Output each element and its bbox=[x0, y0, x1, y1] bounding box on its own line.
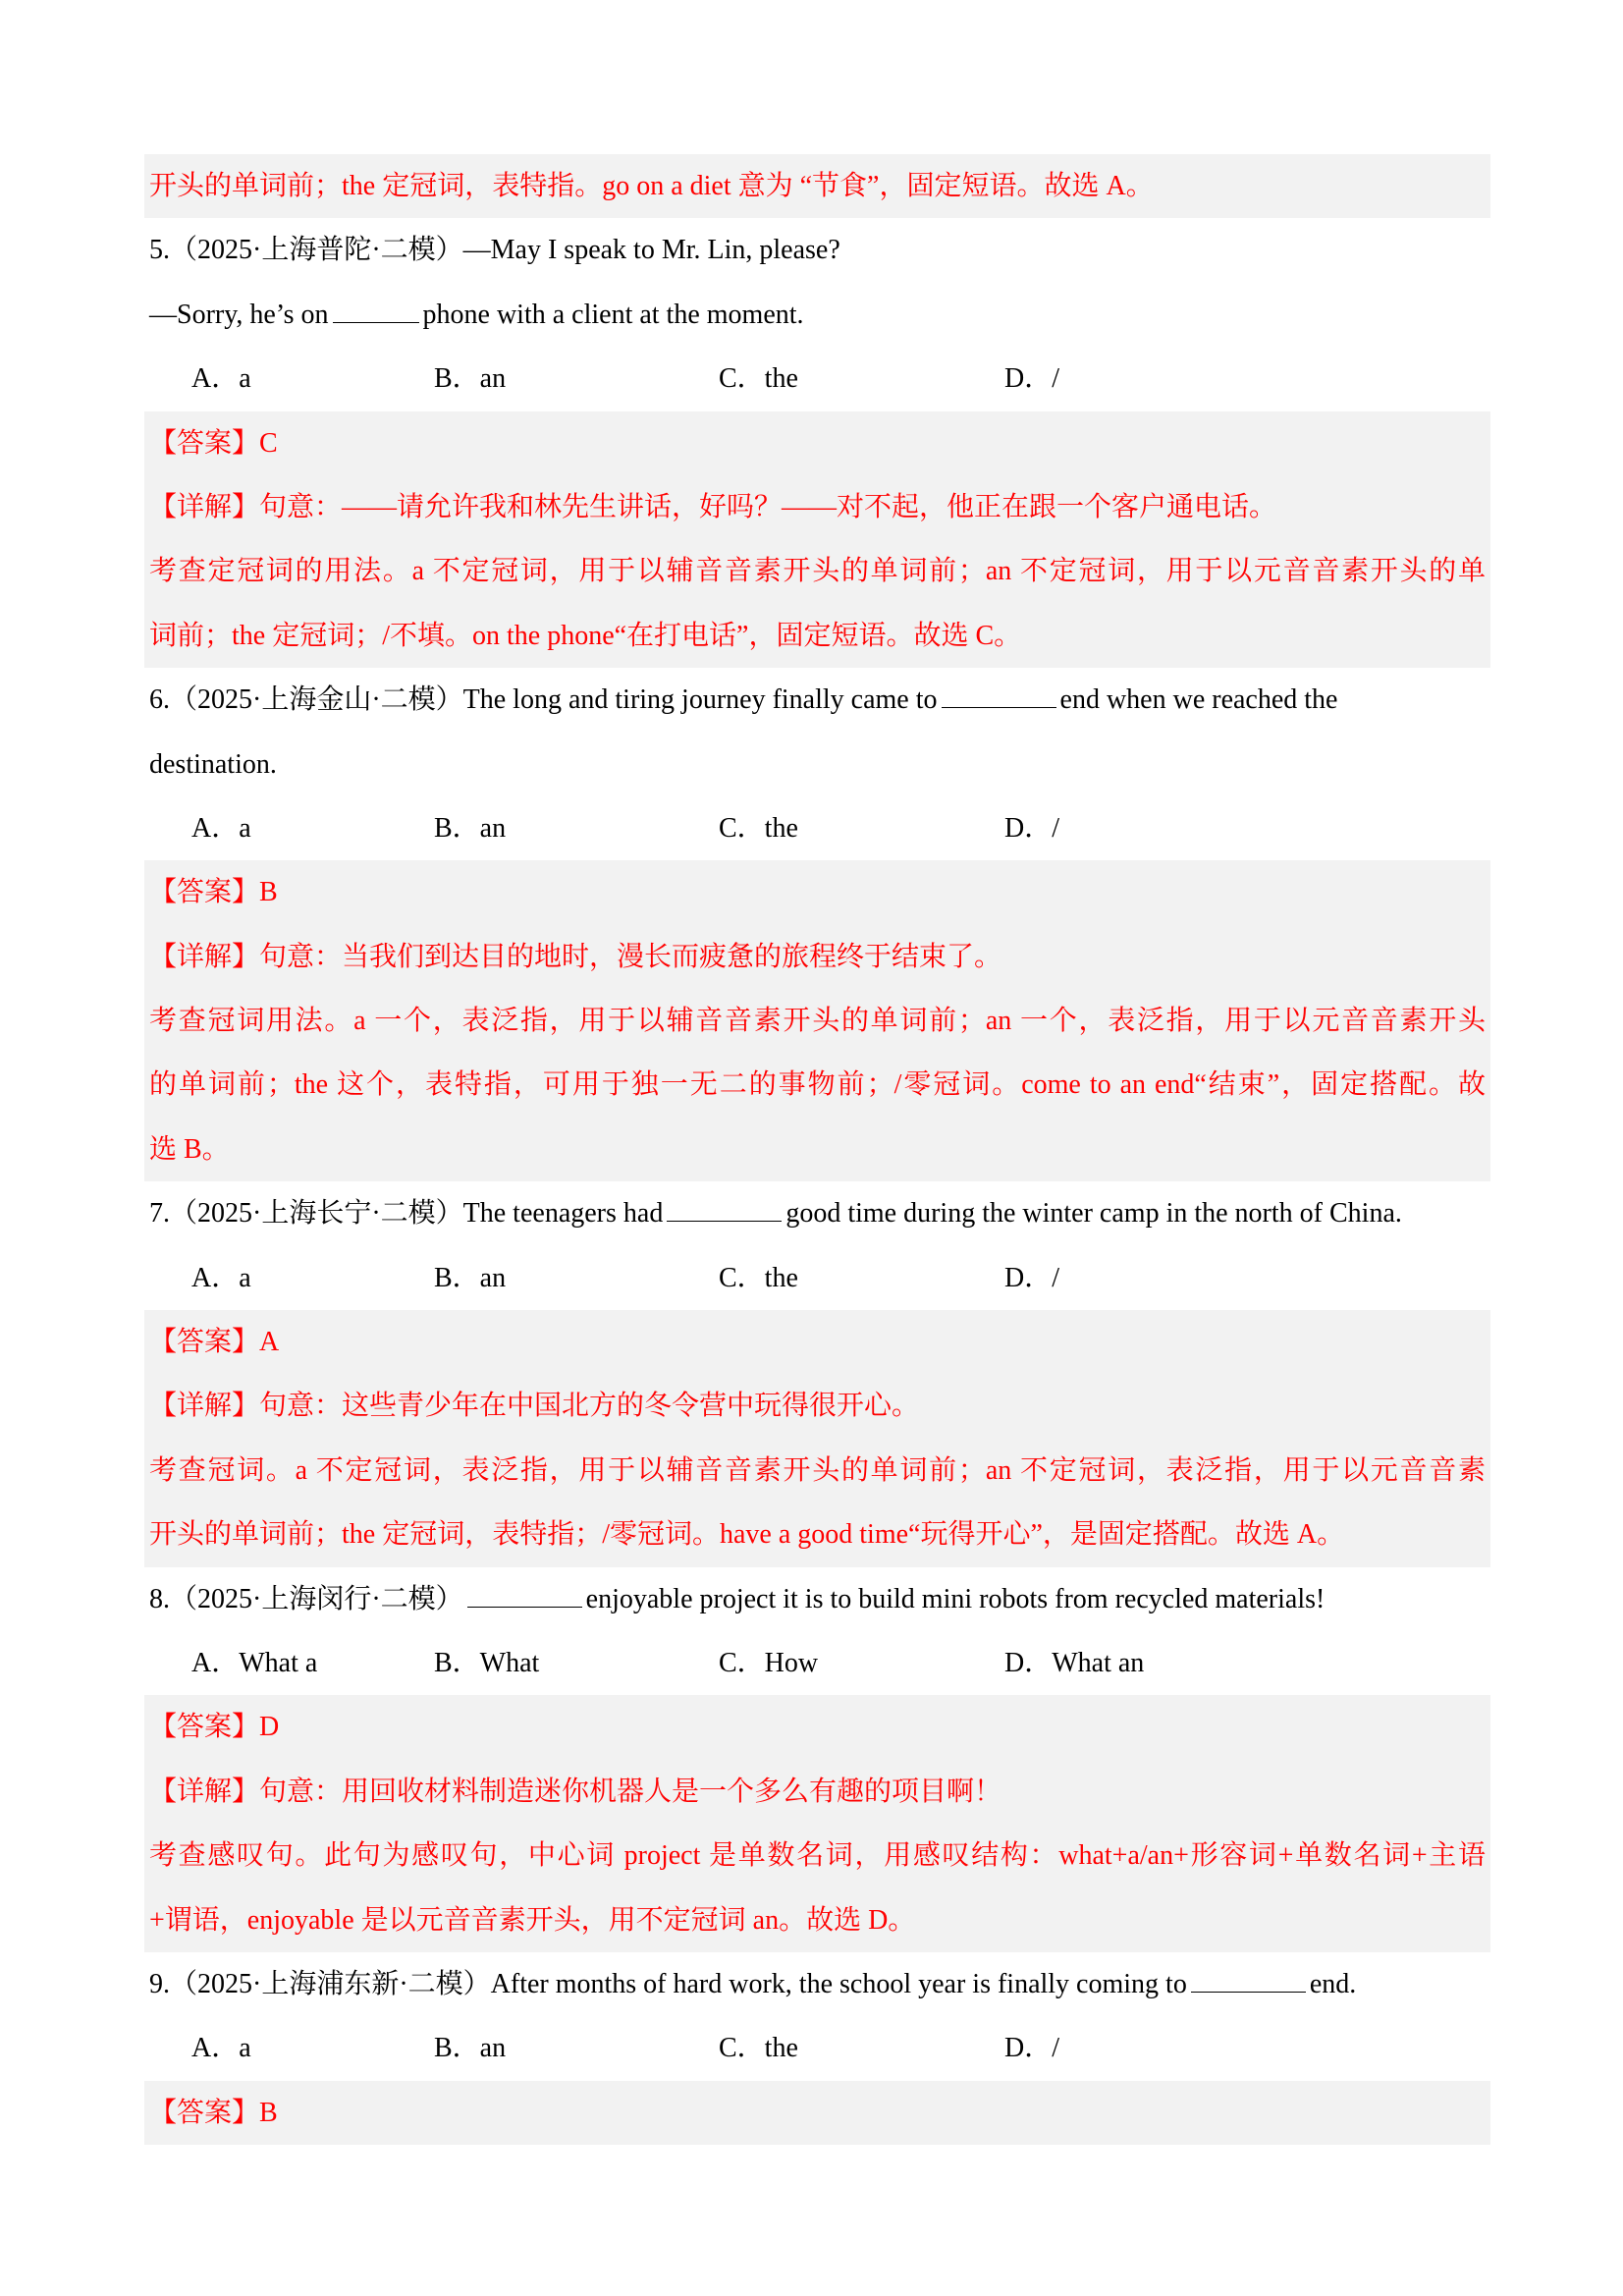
q6-analysis-line: 考查冠词用法。a 一个，表泛指，用于以辅音音素开头的单词前；an 一个，表泛指，用于以元音音素开头 bbox=[144, 989, 1490, 1053]
q7-blank bbox=[667, 1199, 782, 1222]
q6-analysis-line: 选 B。 bbox=[144, 1118, 1490, 1181]
option-b: B．an bbox=[434, 1262, 507, 1293]
q6-stem bbox=[144, 668, 1490, 732]
option-b: B．an bbox=[434, 2033, 507, 2064]
q8-text-after: enjoyable project it is to build mini robots from recycled materials! bbox=[585, 1583, 1325, 1614]
option-c: C．the bbox=[719, 1262, 798, 1293]
q6-stem-line2: destination. bbox=[149, 748, 277, 780]
q5-detail: 【详解】句意：——请允许我和林先生讲话，好吗？——对不起，他正在跟一个客户通电话。 bbox=[144, 475, 1490, 539]
option-c: C．the bbox=[719, 363, 798, 395]
q5-analysis-line: 词前；the 定冠词；/不填。on the phone“在打电话”，固定短语。故选 C。 bbox=[144, 604, 1490, 668]
q7-text-before: 7.（2025·上海长宁·二模）The teenagers had bbox=[149, 1198, 664, 1230]
option-a: A．What a bbox=[191, 1647, 318, 1678]
q9-stem bbox=[144, 1952, 1490, 2016]
q5-stem-line2 bbox=[144, 283, 1490, 347]
q9-text-after: end. bbox=[1309, 1968, 1357, 1999]
q7-answer: 【答案】A bbox=[144, 1310, 1490, 1374]
q6-answer: 【答案】B bbox=[144, 860, 1490, 924]
option-a: A．a bbox=[191, 363, 251, 395]
q8-analysis-line: 考查感叹句。此句为感叹句，中心词 project 是单数名词，用感叹结构：what+a/an+形容词+单数名词+主语 bbox=[144, 1824, 1490, 1887]
q5-options bbox=[144, 347, 1490, 410]
option-c: C．How bbox=[719, 1647, 819, 1678]
q9-answer: 【答案】B bbox=[144, 2081, 1490, 2145]
option-d: D．/ bbox=[1004, 1262, 1060, 1293]
q9-options bbox=[144, 2016, 1490, 2080]
q5-answer: 【答案】C bbox=[144, 411, 1490, 475]
q8-analysis-line: +谓语，enjoyable 是以元音音素开头，用不定冠词 an。故选 D。 bbox=[144, 1888, 1490, 1952]
q7-options bbox=[144, 1246, 1490, 1310]
q6-text-after: end when we reached the bbox=[1059, 684, 1338, 716]
option-b: B．an bbox=[434, 363, 507, 395]
q6-detail: 【详解】句意：当我们到达目的地时，漫长而疲惫的旅程终于结束了。 bbox=[144, 925, 1490, 989]
q5-text-after: phone with a client at the moment. bbox=[422, 299, 804, 330]
option-a: A．a bbox=[191, 812, 251, 844]
option-d: D．/ bbox=[1004, 363, 1060, 395]
q6-analysis-line: 的单词前；the 这个，表特指，可用于独一无二的事物前；/零冠词。come to an end“结束”，固定搭配。故 bbox=[144, 1053, 1490, 1117]
q8-blank bbox=[467, 1585, 582, 1608]
q5-stem: 5.（2025·上海普陀·二模）—May I speak to Mr. Lin, please? bbox=[149, 235, 840, 266]
q7-analysis-line: 开头的单词前；the 定冠词，表特指；/零冠词。have a good time“玩得开心”，是固定搭配。故选 A。 bbox=[144, 1503, 1490, 1566]
q6-options bbox=[144, 796, 1490, 860]
option-b: B．What bbox=[434, 1647, 540, 1678]
q8-options bbox=[144, 1631, 1490, 1695]
option-a: A．a bbox=[191, 1262, 251, 1293]
q5-analysis-line: 考查定冠词的用法。a 不定冠词，用于以辅音音素开头的单词前；an 不定冠词，用于以元音音素开头的单 bbox=[144, 539, 1490, 603]
option-b: B．an bbox=[434, 812, 507, 844]
q7-detail: 【详解】句意：这些青少年在中国北方的冬令营中玩得很开心。 bbox=[144, 1374, 1490, 1438]
prev-explanation-tail: 开头的单词前；the 定冠词，表特指。go on a diet 意为 “节食”，固定短语。故选 A。 bbox=[144, 154, 1490, 218]
q5-text-before: —Sorry, he’s on bbox=[149, 299, 329, 330]
q8-stem bbox=[144, 1567, 1490, 1631]
option-d: D．/ bbox=[1004, 2033, 1060, 2064]
q8-text-before: 8.（2025·上海闵行·二模） bbox=[149, 1583, 463, 1614]
q7-text-after: good time during the winter camp in the north of China. bbox=[785, 1198, 1402, 1230]
option-d: D．/ bbox=[1004, 812, 1060, 844]
option-c: C．the bbox=[719, 2033, 798, 2064]
document-page bbox=[144, 154, 1490, 2145]
option-a: A．a bbox=[191, 2033, 251, 2064]
q9-text-before: 9.（2025·上海浦东新·二模）After months of hard work, the school year is finally coming to bbox=[149, 1968, 1187, 1999]
option-d: D．What an bbox=[1004, 1647, 1145, 1678]
q8-answer: 【答案】D bbox=[144, 1695, 1490, 1759]
q8-detail: 【详解】句意：用回收材料制造迷你机器人是一个多么有趣的项目啊！ bbox=[144, 1760, 1490, 1824]
q6-text-before: 6.（2025·上海金山·二模）The long and tiring journey finally came to bbox=[149, 684, 938, 716]
q5-blank bbox=[333, 301, 419, 323]
q7-analysis-line: 考查冠词。a 不定冠词，表泛指，用于以辅音音素开头的单词前；an 不定冠词，表泛指，用于以元音音素 bbox=[144, 1439, 1490, 1503]
q7-stem bbox=[144, 1181, 1490, 1245]
q9-blank bbox=[1191, 1970, 1306, 1993]
q6-blank bbox=[942, 685, 1056, 708]
option-c: C．the bbox=[719, 812, 798, 844]
